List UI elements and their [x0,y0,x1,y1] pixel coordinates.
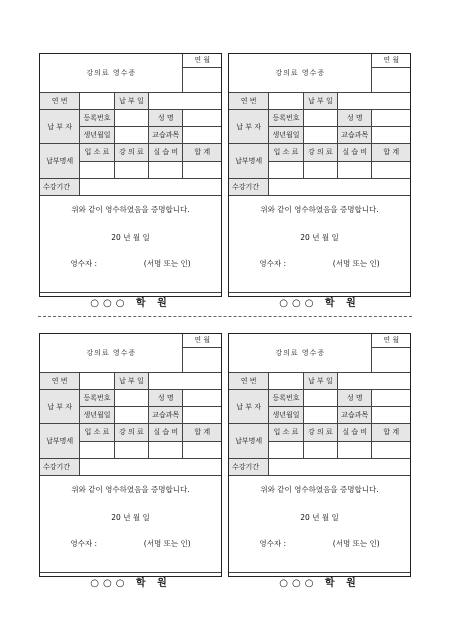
receipt-table [229,334,410,475]
payer-label: 납 부 자 [40,110,80,144]
signature-note: (서명 또는 인) [332,539,380,548]
period-value[interactable] [269,179,410,196]
academy-name: ○○○ 학 원 [40,572,221,595]
reg-no-value[interactable] [114,110,148,127]
reg-no-label: 등록번호 [269,110,303,127]
course-label: 교습과목 [338,407,372,424]
receipt-table [40,54,221,195]
serial-value[interactable] [269,373,303,390]
fee-lecture-label: 강 의 료 [303,424,337,442]
fee-practice-label: 실 습 비 [338,424,372,442]
fee-entry-value[interactable] [269,441,303,459]
stamp-label: 연 월 [372,54,410,68]
fee-entry-label: 입 소 료 [80,144,114,162]
serial-label: 연 번 [40,93,80,110]
receipt-top-right [228,53,411,309]
academy-name: ○○○ 학 원 [40,292,221,315]
statement-text: 위와 같이 영수하였음을 증명합니다. [260,205,379,214]
fee-lecture-label: 강 의 료 [303,144,337,162]
receiver-label: 영수자 : [259,259,286,268]
date-line: 20 년 월 일 [300,513,339,522]
receipt-table [40,334,221,475]
serial-label: 연 번 [40,373,80,390]
fee-entry-label: 입 소 료 [269,424,303,442]
receipt-title: 강의료 영수증 [229,54,372,93]
name-label: 성 명 [338,110,372,127]
academy-name: ○○○ 학 원 [229,572,410,595]
payer-label: 납 부 자 [229,110,269,144]
fee-total-value[interactable] [372,441,410,459]
reg-no-value[interactable] [303,390,337,407]
fee-entry-label: 입 소 료 [80,424,114,442]
signature-note: (서명 또는 인) [143,539,191,548]
receiver-label: 영수자 : [70,539,97,548]
course-value[interactable] [372,127,410,144]
receipt-title: 강의료 영수증 [40,54,183,93]
receiver-line [40,538,221,549]
payer-label: 납 부 자 [40,390,80,424]
fee-lecture-value[interactable] [303,441,337,459]
course-value[interactable] [372,407,410,424]
period-value[interactable] [80,179,221,196]
statement-area [40,475,221,572]
fee-practice-value[interactable] [149,161,183,179]
receipt-bottom-left [39,333,222,589]
statement-text: 위와 같이 영수하였음을 증명합니다. [71,205,190,214]
serial-value[interactable] [269,93,303,110]
period-value[interactable] [80,459,221,476]
reg-no-label: 등록번호 [269,390,303,407]
pay-date-value[interactable] [149,93,221,110]
fee-entry-value[interactable] [80,441,114,459]
stamp-box [183,54,221,93]
reg-no-value[interactable] [114,390,148,407]
statement-area [40,195,221,292]
fee-practice-label: 실 습 비 [149,424,183,442]
fee-total-value[interactable] [183,441,221,459]
fee-lecture-label: 강 의 료 [114,424,148,442]
name-label: 성 명 [149,390,183,407]
receipt-bottom-right [228,333,411,589]
signature-note: (서명 또는 인) [332,259,380,268]
birth-label: 생년월일 [269,127,303,144]
payer-label: 납 부 자 [229,390,269,424]
fee-entry-value[interactable] [80,161,114,179]
statement-area [229,195,410,292]
receipt-title: 강의료 영수증 [40,334,183,373]
receiver-label: 영수자 : [70,259,97,268]
birth-value[interactable] [114,407,148,424]
pay-date-value[interactable] [338,373,410,390]
name-value[interactable] [183,390,221,407]
name-value[interactable] [372,110,410,127]
birth-value[interactable] [303,407,337,424]
cut-line [38,316,412,317]
birth-label: 생년월일 [80,407,114,424]
signature-note: (서명 또는 인) [143,259,191,268]
period-value[interactable] [269,459,410,476]
fee-lecture-label: 강 의 료 [114,144,148,162]
fee-lecture-value[interactable] [114,161,148,179]
academy-name: ○○○ 학 원 [229,292,410,315]
fee-total-value[interactable] [183,161,221,179]
stamp-box [372,334,410,373]
stamp-box [372,54,410,93]
serial-label: 연 번 [229,93,269,110]
statement-area [229,475,410,572]
pay-date-label: 납 부 일 [303,93,337,110]
name-label: 성 명 [338,390,372,407]
statement-text: 위와 같이 영수하였음을 증명합니다. [260,485,379,494]
birth-label: 생년월일 [80,127,114,144]
pay-date-label: 납 부 일 [114,93,148,110]
date-line: 20 년 월 일 [111,233,150,242]
name-value[interactable] [372,390,410,407]
course-value[interactable] [183,407,221,424]
pay-date-label: 납 부 일 [303,373,337,390]
fee-practice-value[interactable] [149,441,183,459]
fee-lecture-value[interactable] [303,161,337,179]
name-value[interactable] [183,110,221,127]
birth-value[interactable] [303,127,337,144]
reg-no-label: 등록번호 [80,110,114,127]
serial-value[interactable] [80,373,114,390]
date-line: 20 년 월 일 [111,513,150,522]
receipt-table [229,54,410,195]
stamp-box [183,334,221,373]
course-label: 교습과목 [338,127,372,144]
payment-label: 납부명세 [40,144,80,179]
pay-date-value[interactable] [149,373,221,390]
fee-entry-value[interactable] [269,161,303,179]
period-label: 수강기간 [229,179,269,196]
reg-no-label: 등록번호 [80,390,114,407]
date-line: 20 년 월 일 [300,233,339,242]
receipt-title: 강의료 영수증 [229,334,372,373]
receiver-line [40,258,221,269]
period-label: 수강기간 [40,179,80,196]
statement-text: 위와 같이 영수하였음을 증명합니다. [71,485,190,494]
course-label: 교습과목 [149,127,183,144]
serial-value[interactable] [80,93,114,110]
fee-practice-label: 실 습 비 [338,144,372,162]
receipt-top-left [39,53,222,309]
fee-total-value[interactable] [372,161,410,179]
fee-entry-label: 입 소 료 [269,144,303,162]
fee-lecture-value[interactable] [114,441,148,459]
stamp-label: 연 월 [183,334,221,348]
birth-value[interactable] [114,127,148,144]
fee-practice-value[interactable] [338,161,372,179]
reg-no-value[interactable] [303,110,337,127]
receiver-label: 영수자 : [259,539,286,548]
payment-label: 납부명세 [229,424,269,459]
fee-practice-label: 실 습 비 [149,144,183,162]
course-value[interactable] [183,127,221,144]
name-label: 성 명 [149,110,183,127]
serial-label: 연 번 [229,373,269,390]
fee-total-label: 합 계 [372,424,410,442]
period-label: 수강기간 [229,459,269,476]
pay-date-value[interactable] [338,93,410,110]
stamp-label: 연 월 [183,54,221,68]
pay-date-label: 납 부 일 [114,373,148,390]
receiver-line [229,258,410,269]
fee-total-label: 합 계 [183,424,221,442]
fee-total-label: 합 계 [372,144,410,162]
fee-total-label: 합 계 [183,144,221,162]
period-label: 수강기간 [40,459,80,476]
payment-label: 납부명세 [229,144,269,179]
fee-practice-value[interactable] [338,441,372,459]
payment-label: 납부명세 [40,424,80,459]
stamp-label: 연 월 [372,334,410,348]
birth-label: 생년월일 [269,407,303,424]
receiver-line [229,538,410,549]
course-label: 교습과목 [149,407,183,424]
